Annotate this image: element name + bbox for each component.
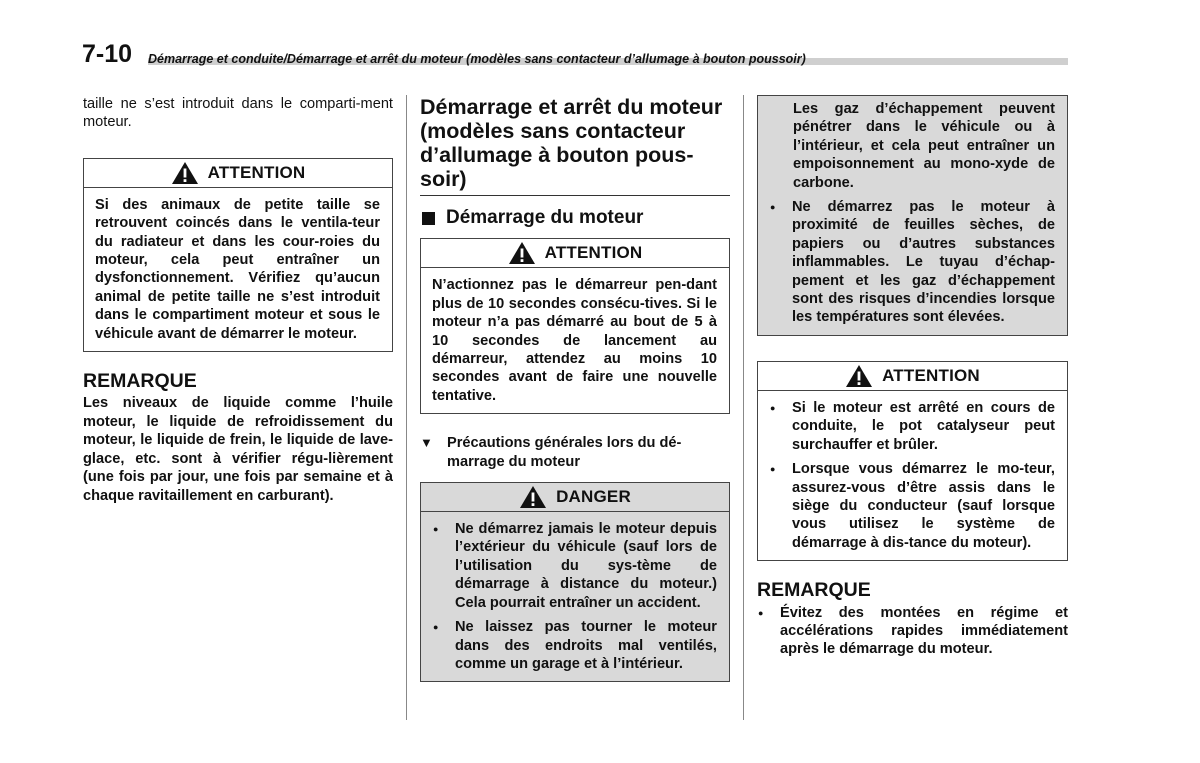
section-title: Démarrage et arrêt du moteur (modèles sans contacteur d’allumage à bouton pous-soir) <box>420 95 730 196</box>
remark-item: ● Évitez des montées en régime et accélérations rapides immédiatement après le démarrage du moteur. <box>757 604 1068 659</box>
column-left <box>83 95 393 505</box>
attention-item: ● Si le moteur est arrêté en cours de conduite, le pot catalyseur peut surchauffer et brûler. <box>769 399 1055 454</box>
danger-box <box>420 482 730 682</box>
remark-title: REMARQUE <box>83 370 197 393</box>
attention-body <box>757 391 1068 561</box>
warning-triangle-icon <box>508 241 536 265</box>
square-bullet-icon <box>422 212 435 225</box>
attention-label: ATTENTION <box>544 243 643 263</box>
page-number: 7-10 <box>82 40 133 68</box>
danger-continued-box <box>757 95 1068 336</box>
subsection-heading <box>420 209 730 227</box>
attention-label: ATTENTION <box>882 365 980 385</box>
warning-triangle-icon <box>171 161 199 185</box>
page-header <box>82 40 1068 70</box>
danger-label: DANGER <box>556 486 631 506</box>
warning-triangle-icon <box>519 485 547 509</box>
danger-item: ● Ne démarrez jamais le moteur depuis l’extérieur du véhicule (sauf lors de l’utilisation du sys-tème de démarrage à distance du moteur.) Cela pourrait entraîner un accident. <box>432 520 717 612</box>
danger-item: ● Ne démarrez pas le moteur à proximité de feuilles sèches, de papiers ou d’autres substances inflammables. Le tuyau d’échap-pement et les gaz d’échappement sont des risques d’incendies lorsque les températures sont élevées. <box>769 198 1055 327</box>
column-right <box>757 95 1068 659</box>
danger-continued-text: Les gaz d’échappement peuvent pénétrer dans le véhicule ou à l’intérieur, et cela peut entraîner un empoisonnement au mono-xyde de carbone. <box>793 101 1055 191</box>
precautions-title: Précautions générales lors du dé-marrage du moteur <box>447 435 682 470</box>
danger-item: ● Ne laissez pas tourner le moteur dans des endroits mal ventilés, comme un garage et à l’intérieur. <box>432 618 717 673</box>
header-title: Démarrage et conduite/Démarrage et arrêt du moteur (modèles sans contacteur d’allumage à bouton poussoir) <box>148 52 806 66</box>
subsection-title: Démarrage du moteur <box>446 207 644 228</box>
attention-text: Si des animaux de petite taille se retrouvent coincés dans le ventila-teur du radiateur et dans les cour-roies du moteur, cela peut entraîner un dysfonctionnement. Vérifiez qu’aucun animal de petite taille ne s’est introduit dans le compartiment moteur et sous le véhicule avant de démarrer le moteur. <box>83 188 393 352</box>
column-divider <box>743 95 744 720</box>
danger-header <box>420 482 730 512</box>
attention-text: N’actionnez pas le démarreur pen-dant plus de 10 secondes consécu-tives. Si le moteur n’a pas démarré au bout de 5 à 10 secondes de lancement au démarreur, attendez au moins 10 secondes avant de faire une nouvelle tentative. <box>420 268 730 414</box>
attention-item: ● Lorsque vous démarrez le mo-teur, assurez-vous d’être assis dans le siège du conducteur (sauf lorsque vous utilisez le système de démarrage à dis-tance du moteur). <box>769 460 1055 552</box>
warning-triangle-icon <box>845 364 873 388</box>
attention-box <box>757 361 1068 561</box>
remark-text: Les niveaux de liquide comme l’huile moteur, le liquide de refroidissement du moteur, le liquide de frein, le liquide de lave-glace, etc. sont à vérifier régu-lièrement (une fois par jour, une fois par semaine et à chaque ravitaillement en carburant). <box>83 395 393 504</box>
column-middle <box>420 95 730 682</box>
danger-body <box>420 512 730 682</box>
attention-label: ATTENTION <box>207 162 306 182</box>
attention-header <box>420 238 730 268</box>
column-divider <box>406 95 407 720</box>
attention-box <box>420 238 730 414</box>
attention-header <box>83 158 393 188</box>
attention-box <box>83 158 393 352</box>
precautions-heading <box>420 434 730 471</box>
intro-text: taille ne s’est introduit dans le comparti-ment moteur. <box>83 96 393 131</box>
attention-header <box>757 361 1068 391</box>
remark-title: REMARQUE <box>757 579 871 602</box>
down-triangle-icon: ▼ <box>420 435 433 451</box>
